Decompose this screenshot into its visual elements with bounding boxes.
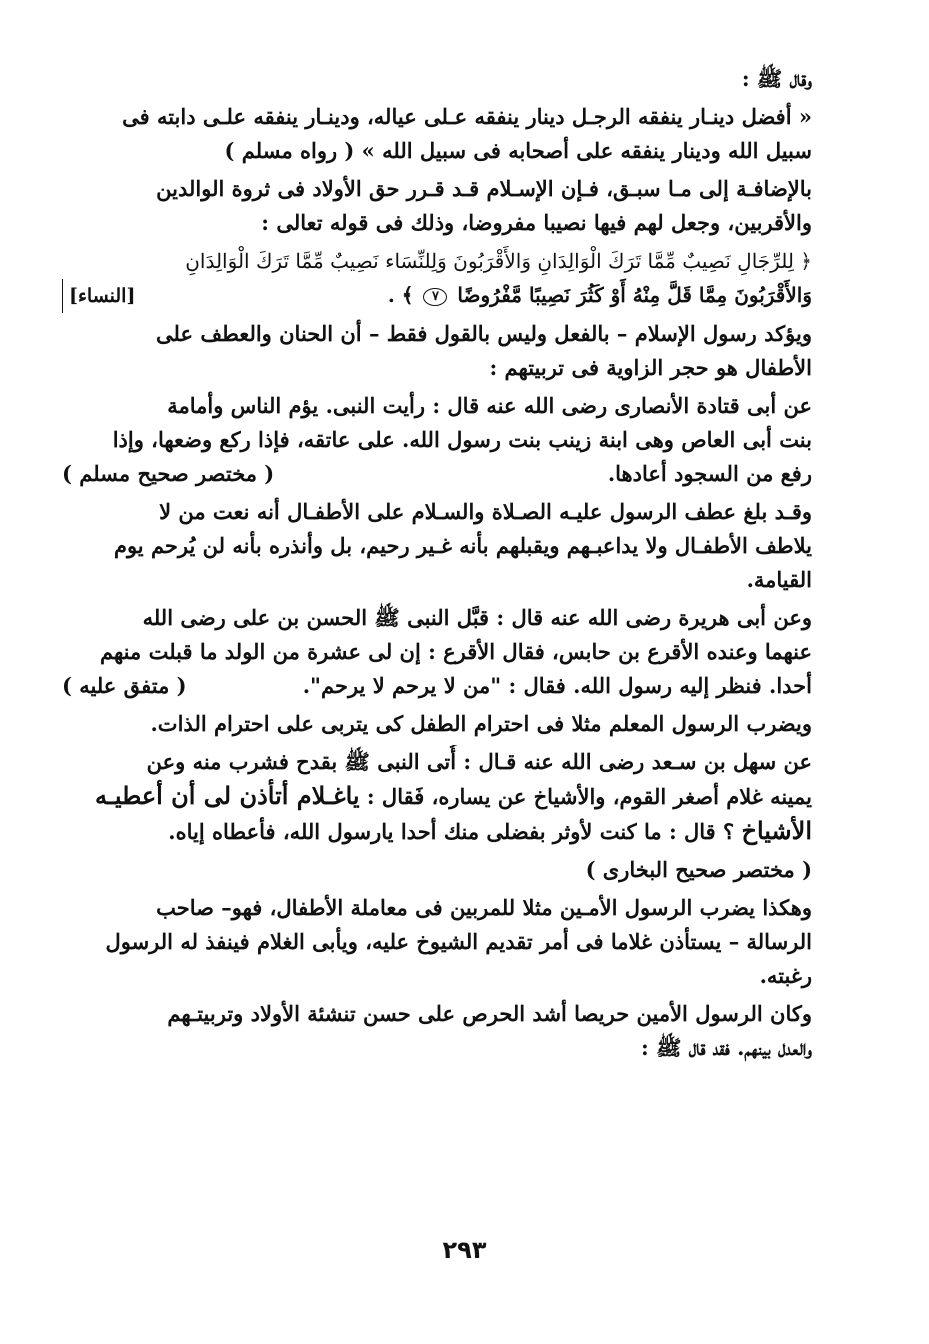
text-segment: يمينه غلام أصغر القوم، والأشياخ عن يساره، فَقال :: [359, 784, 812, 809]
text-line: عن سهل بن سـعد رضى الله عنه قـال : أُتى النبى ﷺ بقدح فشرب منه وعن: [146, 749, 812, 774]
text-line: [62, 814, 812, 849]
emphasized-quote: الأشياخ: [741, 816, 812, 845]
text-line: الأطفال هو حجر الزاوية فى تربيتهم :: [489, 355, 812, 380]
text-line: يلاطف الأطفـال ولا يداعبـهم ويقبلهم بأنه غـير رحيم، بل وأنذره بأنه لن يُرحم يوم: [113, 533, 812, 558]
text-line: رغبته.: [759, 963, 812, 988]
ayah-number: ٧: [423, 288, 447, 306]
text-line: عنهما وعنده الأقرع بن حابس، فقال الأقرع : إن لى عشرة من الولد ما قبلت منهم: [100, 639, 812, 664]
quran-verse-line: [388, 278, 812, 312]
text-row: [62, 457, 812, 491]
page-body: [62, 62, 812, 1065]
text-line: وهكذا يضرب الرسول الأمـين مثلا للمربين فى معاملة الأطفال، فهو– صاحب: [156, 895, 812, 920]
text-row: [62, 669, 812, 703]
text-line: الرسالة – يستأذن غلاما فى أمر تقديم الشيوخ عليه، ويأبى الغلام فينفذ له الرسول: [105, 929, 812, 954]
text-segment: ؟ قال : ما كنت لأوثر بفضلى منك أحدا يارسول الله، فأعطاه إياه.: [168, 819, 742, 844]
text-line: [62, 779, 812, 814]
text-line: القيامة.: [746, 567, 812, 592]
text-line: عن أبى قتادة الأنصارى رضى الله عنه قال : رأيت النبى. يؤم الناس وأمامة: [167, 393, 812, 418]
surah-reference: [النساء]: [62, 279, 135, 313]
text-line: وكان الرسول الأمين حريصا أشد الحرص على حسن تنشئة الأولاد وتربيتـهم: [167, 1001, 812, 1026]
text-line: والعدل بينهم. فقد قال ﷺ :: [641, 1035, 812, 1060]
quran-verse-line: ﴿ لِلرِّجَالِ نَصِيبٌ مِّمَّا تَرَكَ الْوَالِدَانِ وَالأَقْرَبُونَ وَلِلنِّسَاء نَصِيبٌ مِّمَّا تَرَكَ الْوَالِدَانِ: [185, 249, 812, 273]
text-line: رفع من السجود أعادها.: [607, 461, 812, 486]
text-line: ويضرب الرسول المعلم مثلا فى احترام الطفل كى يتربى على احترام الذات.: [150, 711, 812, 736]
source-citation: ( مختصر صحيح مسلم ): [62, 461, 275, 486]
quran-verse-row: [62, 278, 812, 313]
text-line: بنت أبى العاص وهى ابنة زينب بنت رسول الله. على عاتقه، فإذا ركع وضعها، وإذا: [112, 427, 812, 452]
emphasized-quote: ياغـلام أتأذن لى أن أعطيـه: [94, 781, 360, 810]
page-number: ٢٩٣: [442, 1236, 487, 1264]
source-citation: ( متفق عليه ): [62, 673, 187, 698]
hadith-line: « أفضل دينـار ينفقه الرجـل دينار ينفقه عـلى عياله، ودينـار ينفقه علـى دابته فى: [122, 104, 812, 129]
text-line: وقال ﷺ :: [741, 66, 812, 91]
text-line: والأقربين، وجعل لهم فيها نصيبا مفروضا، وذلك فى قوله تعالى :: [261, 210, 812, 235]
text-line: وعن أبى هريرة رضى الله عنه قال : قبَّل النبى ﷺ الحسن بن على رضى الله: [142, 605, 812, 630]
quran-verse-text: وَالأَقْرَبُونَ مِمَّا قَلَّ مِنْهُ أَوْ كَثُرَ نَصِيبًا مَّفْرُوضًا: [457, 283, 812, 307]
text-line: بالإضافـة إلى مـا سبـق، فـإن الإسـلام قـد قـرر حق الأولاد فى ثروة الوالدين: [156, 176, 812, 201]
text-line: أحدا. فنظر إليه رسول الله. فقال : "من لا يرحم لا يرحم".: [302, 673, 812, 698]
text-line: ويؤكد رسول الإسلام – بالفعل وليس بالقول فقط – أن الحنان والعطف على: [156, 321, 812, 346]
quran-verse-close: ﴾ .: [387, 283, 414, 307]
source-citation: ( مختصر صحيح البخارى ): [585, 857, 812, 882]
hadith-line: سبيل الله ودينار ينفقه على أصحابه فى سبيل الله » ( رواه مسلم ): [224, 138, 812, 163]
text-line: وقـد بلغ عطف الرسول عليـه الصـلاة والسـلام على الأطفـال أنه نعت من لا: [159, 499, 812, 524]
